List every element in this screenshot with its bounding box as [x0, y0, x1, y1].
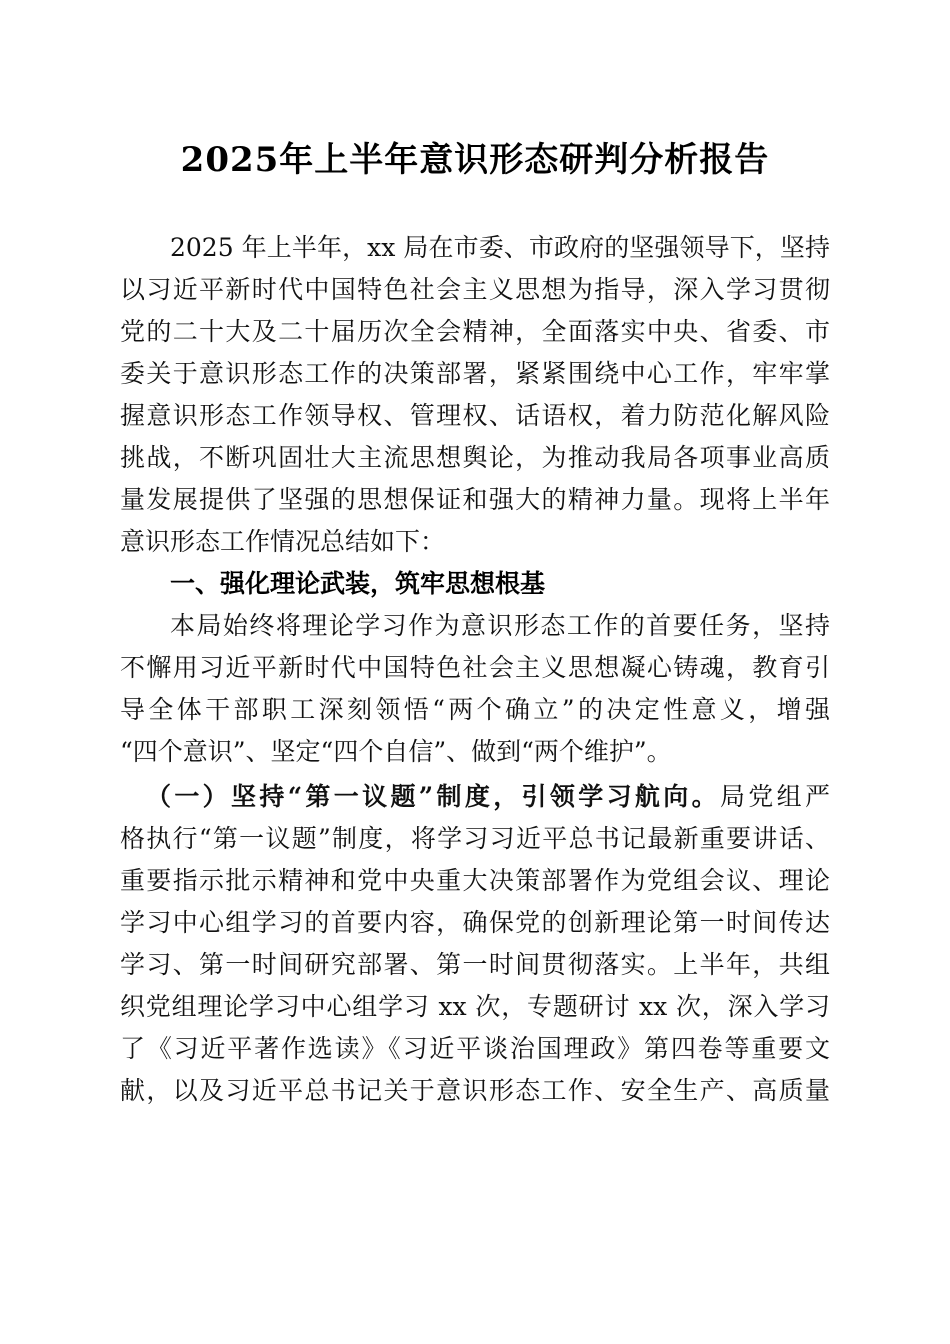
paragraph-line: 以习近平新时代中国特色社会主义思想为指导，深入学习贯彻	[120, 275, 830, 304]
paragraph-line: 织党组理论学习中心组学习 xx 次，专题研讨 xx 次，深入学习	[120, 992, 830, 1021]
paragraph-line: 挑战，不断巩固壮大主流思想舆论，为推动我局各项事业高质	[120, 443, 830, 472]
paragraph-line: 委关于意识形态工作的决策部署，紧紧围绕中心工作，牢牢掌	[120, 359, 830, 388]
paragraph-line: 党的二十大及二十届历次全会精神，全面落实中央、省委、市	[120, 317, 830, 346]
paragraph-line: 格执行“第一议题”制度，将学习习近平总书记最新重要讲话、	[120, 824, 830, 853]
paragraph-line: 握意识形态工作领导权、管理权、话语权，着力防范化解风险	[120, 401, 830, 430]
paragraph-line: 意识形态工作情况总结如下：	[120, 527, 446, 556]
paragraph-line: 不懈用习近平新时代中国特色社会主义思想凝心铸魂，教育引	[120, 653, 830, 682]
paragraph-line: 量发展提供了坚强的思想保证和强大的精神力量。现将上半年	[120, 485, 830, 514]
paragraph-line: 学习、第一时间研究部署、第一时间贯彻落实。上半年，共组	[120, 950, 830, 979]
paragraph-line: 2025 年上半年，xx 局在市委、市政府的坚强领导下，坚持	[170, 233, 830, 262]
subsection-heading: （一）坚持“第一议题”制度，引领学习航向。	[146, 782, 720, 811]
paragraph-line: 导全体干部职工深刻领悟“两个确立”的决定性意义，增强	[120, 695, 830, 724]
subsection-first-line	[146, 777, 830, 817]
paragraph-line: 重要指示批示精神和党中央重大决策部署作为党组会议、理论	[120, 866, 830, 895]
section-heading: 一、强化理论武装，筑牢思想根基	[170, 569, 546, 598]
paragraph-line: 了《习近平著作选读》《习近平谈治国理政》第四卷等重要文	[120, 1034, 830, 1063]
paragraph-line: 学习中心组学习的首要内容，确保党的创新理论第一时间传达	[120, 908, 830, 937]
paragraph-line: “四个意识”、坚定“四个自信”、做到“两个维护”。	[120, 737, 672, 766]
document-title: 2025年上半年意识形态研判分析报告	[180, 140, 770, 180]
paragraph-line: 本局始终将理论学习作为意识形态工作的首要任务，坚持	[170, 611, 830, 640]
subsection-text: 局党组严	[719, 782, 830, 811]
paragraph-line: 献，以及习近平总书记关于意识形态工作、安全生产、高质量	[120, 1076, 830, 1105]
